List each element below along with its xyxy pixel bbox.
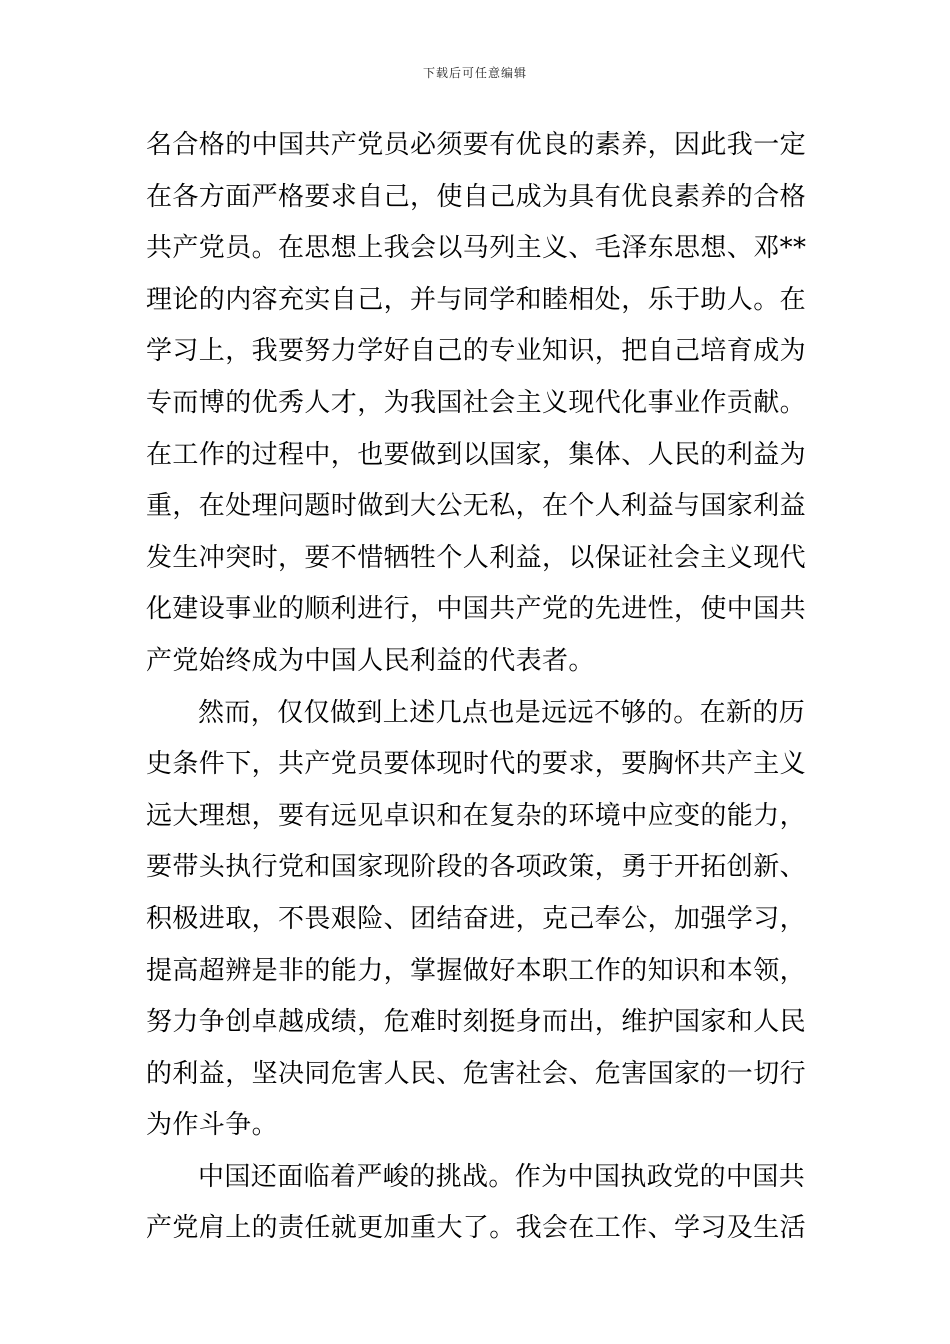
text-line: 学习上，我要努力学好自己的专业知识，把自己培育成为: [146, 336, 807, 367]
text-line: 为作斗争。: [146, 1110, 279, 1141]
text-line: 在工作的过程中，也要做到以国家，集体、人民的利益为: [146, 439, 807, 470]
text-line: 的利益，坚决同危害人民、危害社会、危害国家的一切行: [146, 1058, 807, 1089]
text-line: 理论的内容充实自己，并与同学和睦相处，乐于助人。在: [146, 284, 807, 315]
text-line: 提高超辨是非的能力，掌握做好本职工作的知识和本领，: [146, 955, 807, 986]
text-line: 名合格的中国共产党员必须要有优良的素养，因此我一定: [146, 130, 807, 160]
text-line: 产党始终成为中国人民利益的代表者。: [146, 645, 595, 676]
page-header: 下载后可任意编辑: [422, 66, 527, 80]
text-line: 史条件下，共产党员要体现时代的要求，要胸怀共产主义: [146, 749, 807, 780]
paragraph-first-line: 然而，仅仅做到上述几点也是远远不够的。在新的历: [198, 697, 806, 728]
text-line: 产党肩上的责任就更加重大了。我会在工作、学习及生活: [146, 1213, 807, 1244]
text-line: 重，在处理问题时做到大公无私，在个人利益与国家利益: [146, 491, 807, 522]
text-line: 要带头执行党和国家现阶段的各项政策，勇于开拓创新、: [146, 852, 807, 883]
text-line: 发生冲突时，要不惜牺牲个人利益，以保证社会主义现代: [146, 542, 807, 573]
text-line: 专而博的优秀人才，为我国社会主义现代化事业作贡献。: [146, 387, 807, 418]
document-body: [146, 120, 806, 1255]
text-line: 积极进取，不畏艰险、团结奋进，克己奉公，加强学习，: [146, 903, 807, 934]
text-line: 在各方面严格要求自己，使自己成为具有优良素养的合格: [146, 181, 807, 212]
text-line: 共产党员。在思想上我会以马列主义、毛泽东思想、邓**: [146, 233, 807, 264]
paragraph-first-line: 中国还面临着严峻的挑战。作为中国执政党的中国共: [198, 1161, 806, 1192]
text-line: 努力争创卓越成绩，危难时刻挺身而出，维护国家和人民: [146, 1007, 807, 1038]
text-line: 化建设事业的顺利进行，中国共产党的先进性，使中国共: [146, 594, 807, 625]
text-line: 远大理想，要有远见卓识和在复杂的环境中应变的能力，: [146, 800, 807, 831]
